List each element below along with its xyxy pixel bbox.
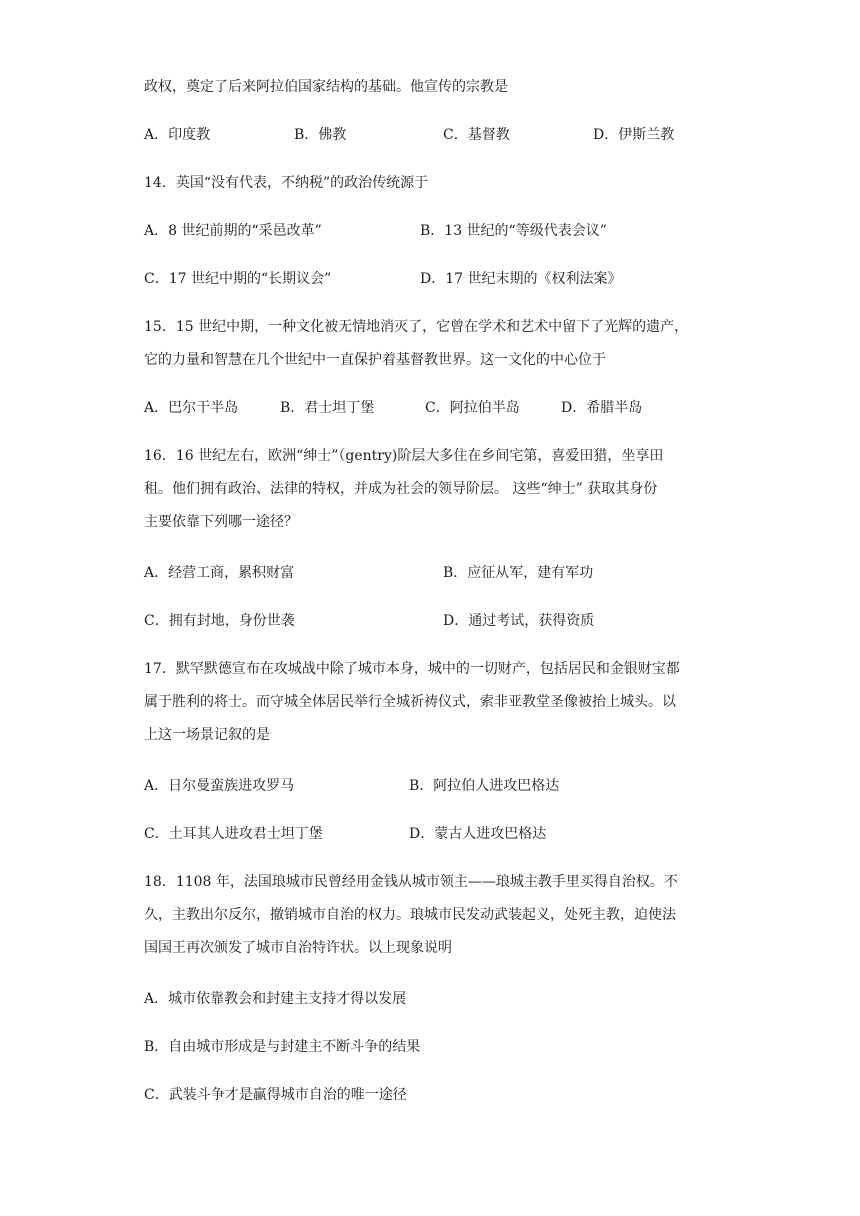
q17-stem-line-3: 上这一场景记叙的是 [144, 727, 270, 743]
q17-stem-line-1: 17．默罕默德宣布在攻城战中除了城市本身，城中的一切财产，包括居民和金银财宝都 [144, 661, 680, 677]
q18-option-b: B．自由城市形成是与封建主不断斗争的结果 [144, 1039, 421, 1055]
q15-option-a: A．巴尔干半岛 [144, 400, 239, 416]
q16-stem-line-2: 租。他们拥有政治、法律的特权，并成为社会的领导阶层。 这些“绅士” 获取其身份 [144, 481, 658, 497]
q17-option-d: D．蒙古人进攻巴格达 [409, 826, 547, 842]
q15-option-b: B．君士坦丁堡 [280, 400, 375, 416]
q15-stem-line-2: 它的力量和智慧在几个世纪中一直保护着基督教世界。这一文化的中心位于 [144, 352, 606, 368]
q17-option-b: B．阿拉伯人进攻巴格达 [409, 778, 560, 794]
q13-option-d: D．伊斯兰教 [593, 127, 675, 143]
q18-stem-line-1: 18．1108 年，法国琅城市民曾经用金钱从城市领主——琅城主教手里买得自治权。不 [144, 874, 678, 890]
q14-option-b: B．13 世纪的“等级代表会议” [420, 223, 607, 239]
q13-option-a: A．印度教 [144, 127, 211, 143]
q14-option-a: A．8 世纪前期的“采邑改革” [144, 223, 322, 239]
q16-option-a: A．经营工商，累积财富 [144, 565, 295, 581]
q16-stem-line-1: 16．16 世纪左右，欧洲“绅士”（gentry)阶层大多住在乡间宅第，喜爱田猎，坐享田 [144, 448, 664, 464]
q13-option-c: C．基督教 [443, 127, 510, 143]
q15-option-d: D．希腊半岛 [561, 400, 643, 416]
q16-option-b: B．应征从军，建有军功 [443, 565, 594, 581]
q15-stem-line-1: 15．15 世纪中期，一种文化被无情地消灭了，它曾在学术和艺术中留下了光辉的遗产， [144, 319, 689, 335]
q14-option-d: D．17 世纪末期的《权利法案》 [420, 271, 622, 287]
q18-stem-line-2: 久，主教出尔反尔，撤销城市自治的权力。琅城市民发动武装起义，处死主教，迫使法 [144, 907, 676, 923]
q18-option-a: A．城市依靠教会和封建主支持才得以发展 [144, 991, 407, 1007]
q17-option-a: A．日尔曼蛮族进攻罗马 [144, 778, 295, 794]
q17-stem-line-2: 属于胜利的将士。而守城全体居民举行全城祈祷仪式，索非亚教堂圣像被抬上城头。以 [144, 694, 676, 710]
q13-stem-line: 政权，奠定了后来阿拉伯国家结构的基础。他宣传的宗教是 [144, 79, 508, 95]
q16-option-c: C．拥有封地，身份世袭 [144, 613, 295, 629]
q16-option-d: D．通过考试，获得资质 [443, 613, 595, 629]
q14-option-c: C．17 世纪中期的“长期议会” [144, 271, 332, 287]
q18-stem-line-3: 国国王再次颁发了城市自治特许状。以上现象说明 [144, 940, 452, 956]
q16-stem-line-3: 主要依靠下列哪一途径？ [144, 514, 298, 530]
q14-stem: 14．英国“没有代表，不纳税”的政治传统源于 [144, 175, 429, 191]
q13-option-b: B．佛教 [294, 127, 347, 143]
q17-option-c: C．土耳其人进攻君士坦丁堡 [144, 826, 323, 842]
q15-option-c: C．阿拉伯半岛 [425, 400, 520, 416]
q18-option-c: C．武装斗争才是赢得城市自治的唯一途径 [144, 1087, 407, 1103]
